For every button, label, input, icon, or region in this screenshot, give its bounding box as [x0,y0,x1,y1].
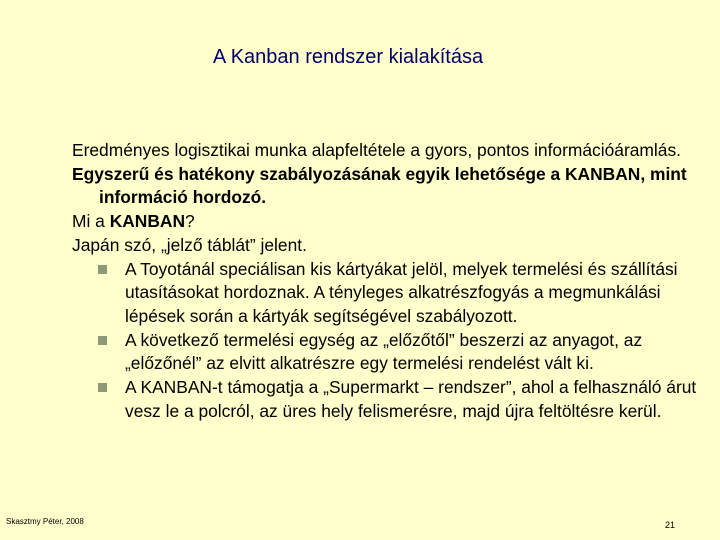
bullet-item [98,376,702,423]
paragraph-control: Egyszerű és hatékony szabályozásának egyik lehetősége a KANBAN, mint információ hordozó. [72,163,687,208]
bullet-item [98,329,702,376]
bullet-text: A KANBAN-t támogatja a „Supermarkt – rendszer”, ahol a felhasználó árut vesz le a polcról, az üres hely felismerésre, majd újra feltöltésre kerül. [125,377,697,421]
page-number: 21 [665,520,676,530]
question-keyword: KANBAN [109,211,186,232]
square-bullet-icon [98,336,107,345]
bullet-text: A következő termelési egység az „előzőtől” beszerzi az anyagot, az „előzőnél” az elvitt alkatrészre egy termelési rendelést vált ki. [125,329,643,374]
footer-author: Skasztmy Péter, 2008 [6,517,84,526]
paragraph-meaning: Japán szó, „jelző táblát” jelent. [72,234,307,255]
bullet-text: A Toyotánál speciálisan kis kártyákat jelöl, melyek termelési és szállítási utasításokat hordoznak. A tényleges alkatrészfogyás a megmunkálási lépések során a kártyák segítségével szabályozott. [125,258,678,326]
question-suffix: ? [185,211,195,232]
bullet-list [72,258,702,424]
bullet-item [98,258,702,329]
slide-title: A Kanban rendszer kialakítása [212,46,484,68]
square-bullet-icon [98,383,107,392]
question-prefix: Mi a [72,211,110,232]
paragraph-intro: Eredményes logisztikai munka alapfeltétele a gyors, pontos információáramlás. [72,140,681,160]
paragraph-question [72,210,702,234]
slide-body [72,139,702,423]
square-bullet-icon [98,265,107,274]
